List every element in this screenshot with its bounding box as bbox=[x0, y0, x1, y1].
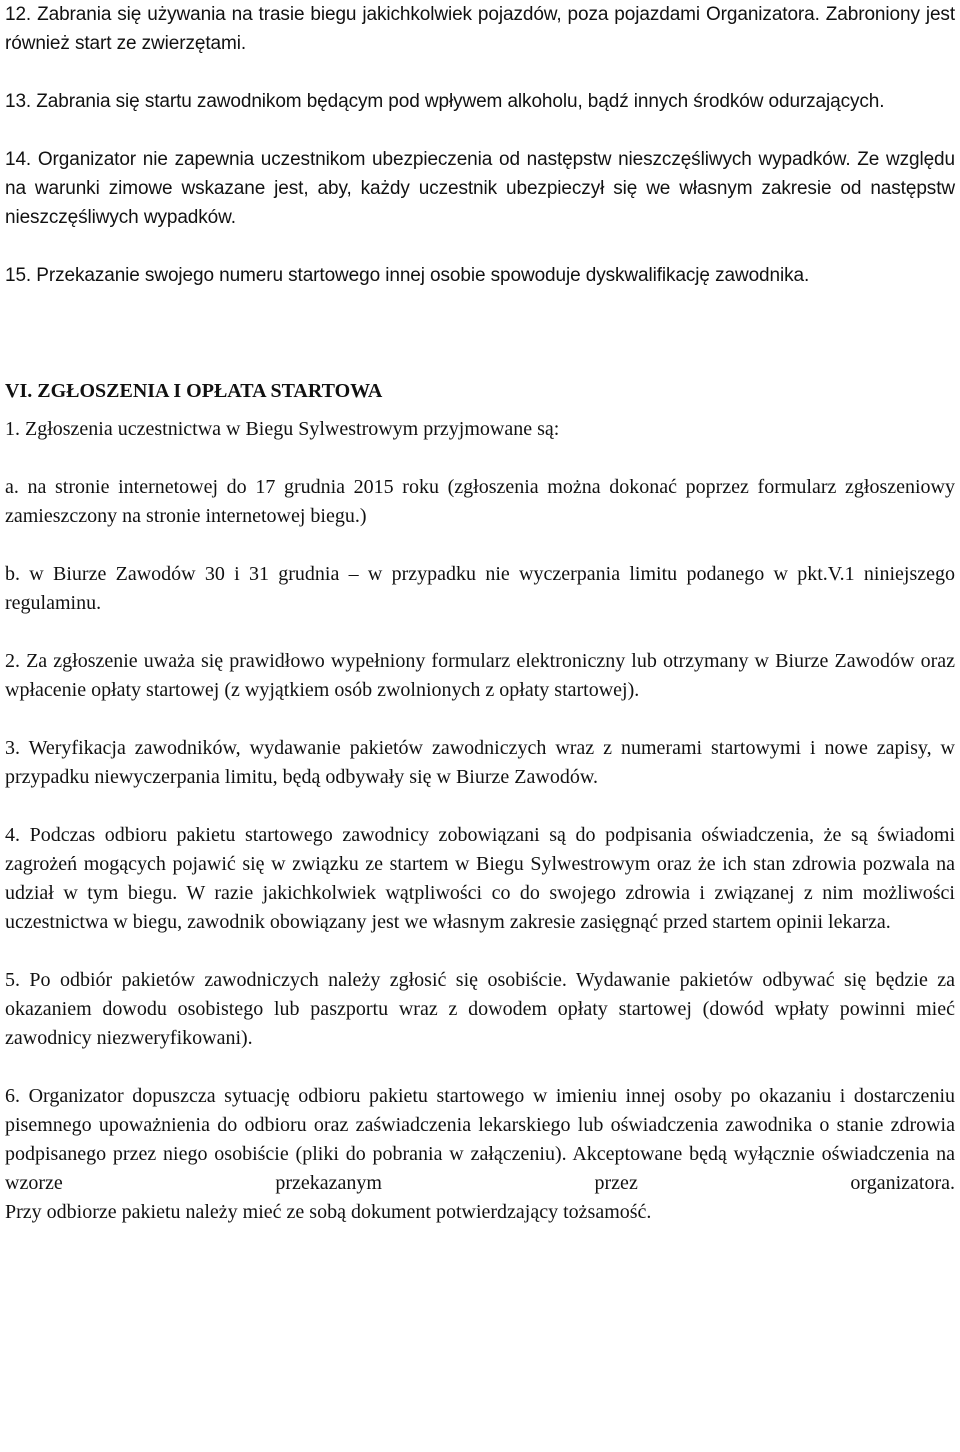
paragraph-vi-b: b. w Biurze Zawodów 30 i 31 grudnia – w przypadku nie wyczerpania limitu podanego w pkt.V.1 niniejszego regulaminu. bbox=[5, 563, 955, 614]
paragraph-vi-6-continued: Przy odbiorze pakietu należy mieć ze sobą dokument potwierdzający tożsamość. bbox=[5, 1201, 652, 1223]
paragraph-vi-5: 5. Po odbiór pakietów zawodniczych należy zgłosić się osobiście. Wydawanie pakietów odbywać się będzie za okazaniem dowodu osobistego lub paszportu wraz z dowodem opłaty startowej (dowód wpłaty powinni mieć zawodnicy niezweryfikowani). bbox=[5, 969, 955, 1049]
paragraph-vi-3: 3. Weryfikacja zawodników, wydawanie pakietów zawodniczych wraz z numerami startowymi i nowe zapisy, w przypadku niewyczerpania limitu, będą odbywały się w Biurze Zawodów. bbox=[5, 737, 955, 788]
section-heading-vi: VI. ZGŁOSZENIA I OPŁATA STARTOWA bbox=[5, 380, 383, 402]
paragraph-vi-1: 1. Zgłoszenia uczestnictwa w Biegu Sylwestrowym przyjmowane są: bbox=[5, 418, 560, 440]
paragraph-vi-a: a. na stronie internetowej do 17 grudnia 2015 roku (zgłoszenia można dokonać poprzez formularz zgłoszeniowy zamieszczony na stronie internetowej biegu.) bbox=[5, 476, 955, 527]
paragraph-14: 14. Organizator nie zapewnia uczestnikom ubezpieczenia od następstw nieszczęśliwych wypadków. Ze względu na warunki zimowe wskazane jest, aby, każdy uczestnik ubezpieczył się we własnym zakresie od następstw nieszczęśliwych wypadków. bbox=[5, 149, 955, 228]
paragraph-vi-2: 2. Za zgłoszenie uważa się prawidłowo wypełniony formularz elektroniczny lub otrzymany w Biurze Zawodów oraz wpłacenie opłaty startowej (z wyjątkiem osób zwolnionych z opłaty startowej). bbox=[5, 650, 955, 701]
paragraph-12: 12. Zabrania się używania na trasie biegu jakichkolwiek pojazdów, poza pojazdami Organizatora. Zabroniony jest również start ze zwierzętami. bbox=[5, 4, 955, 54]
paragraph-13: 13. Zabrania się startu zawodnikom będącym pod wpływem alkoholu, bądź innych środków odurzających. bbox=[5, 91, 885, 112]
document-page bbox=[5, 0, 955, 1227]
paragraph-vi-6: 6. Organizator dopuszcza sytuację odbioru pakietu startowego w imieniu innej osoby po okazaniu i dostarczeniu pisemnego upoważnienia do odbioru oraz zaświadczenia lekarskiego lub oświadczenia zawodnika o stanie zdrowia podpisanego przez niego osobiście (pliki do pobrania w załączeniu). Akceptowane będą wyłącznie oświadczenia na wzorze przekazanym przez organizatora. bbox=[5, 1085, 955, 1194]
paragraph-vi-4: 4. Podczas odbioru pakietu startowego zawodnicy zobowiązani są do podpisania oświadczenia, że są świadomi zagrożeń mogących pojawić się w związku ze startem w Biegu Sylwestrowym oraz że ich stan zdrowia pozwala na udział w tym biegu. W razie jakichkolwiek wątpliwości co do swojego zdrowia i związanej z nim możliwości uczestnictwa w biegu, zawodnik obowiązany jest we własnym zakresie zasięgnąć przed startem opinii lekarza. bbox=[5, 824, 955, 933]
paragraph-15: 15. Przekazanie swojego numeru startowego innej osobie spowoduje dyskwalifikację zawodnika. bbox=[5, 265, 810, 286]
